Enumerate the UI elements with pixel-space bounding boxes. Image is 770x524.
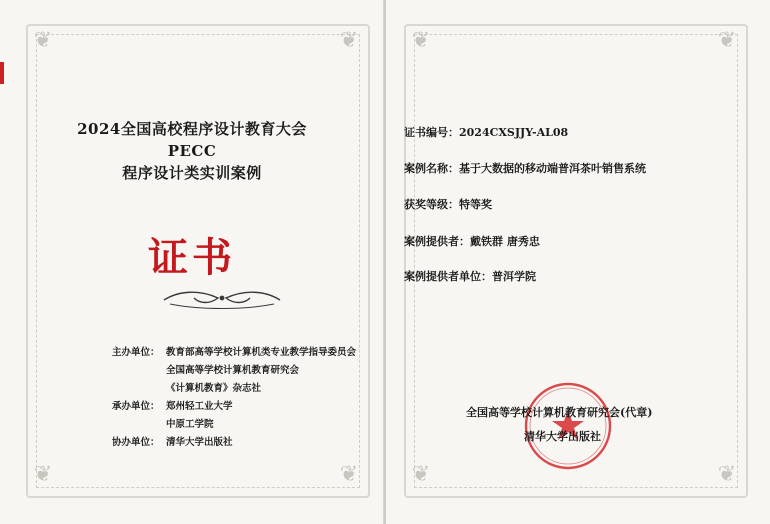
corner-ornament-icon: ❦	[339, 462, 359, 487]
organizer-row: 承办单位： 郑州轻工业大学	[112, 401, 233, 412]
corner-ornament-icon: ❦	[339, 28, 359, 53]
flourish-ornament-icon	[160, 284, 284, 312]
corner-ornament-icon: ❦	[717, 28, 737, 53]
field-case-providers: 案例提供者：戴铁群 唐秀忠	[404, 235, 540, 248]
field-provider-unit: 案例提供者单位：普洱学院	[404, 270, 536, 283]
official-seal-icon	[522, 380, 614, 472]
title-line-2: PECC	[167, 142, 217, 160]
certificate-title: 证书	[148, 234, 236, 281]
field-award-level: 获奖等级：特等奖	[404, 198, 492, 211]
corner-ornament-icon: ❦	[717, 462, 737, 487]
field-case-name: 案例名称：基于大数据的移动端普洱茶叶销售系统	[404, 162, 646, 175]
organizers-list	[112, 344, 356, 452]
organizer-row: 主办单位： 教育部高等学校计算机类专业教学指导委员会	[112, 347, 357, 358]
issuer-line-2: 清华大学出版社	[524, 430, 601, 443]
organizer-row: 中原工学院	[166, 419, 214, 430]
title-line-1: 2024全国高校程序设计教育大会	[77, 120, 307, 138]
corner-ornament-icon: ❦	[411, 462, 431, 487]
corner-ornament-icon: ❦	[33, 28, 53, 53]
corner-ornament-icon: ❦	[33, 462, 53, 487]
organizer-row: 《计算机教育》杂志社	[166, 383, 262, 394]
corner-ornament-icon: ❦	[411, 28, 431, 53]
organizer-row: 协办单位： 清华大学出版社	[112, 437, 233, 448]
title-line-3: 程序设计类实训案例	[122, 164, 262, 182]
event-title	[0, 118, 384, 184]
field-certificate-number: 证书编号：2024CXSJJY-AL08	[404, 126, 569, 139]
organizer-row: 全国高等学校计算机教育研究会	[166, 365, 300, 376]
issuer-line-1: 全国高等学校计算机教育研究会(代章)	[466, 406, 653, 419]
red-tab-marker	[0, 62, 4, 84]
left-page	[0, 0, 384, 524]
